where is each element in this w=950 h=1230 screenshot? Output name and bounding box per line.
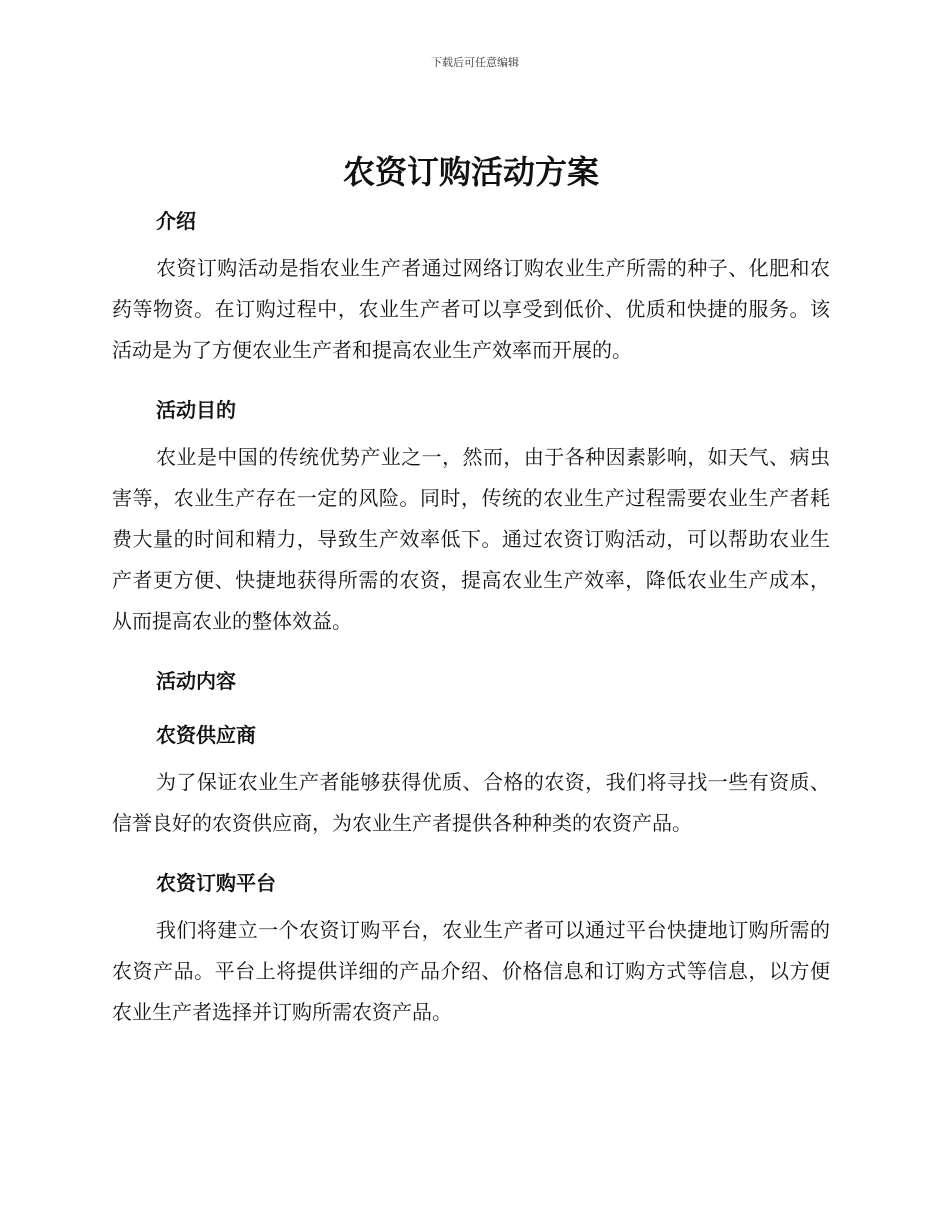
section-paragraph-goal: 农业是中国的传统优势产业之一，然而，由于各种因素影响，如天气、病虫害等，农业生产存在一定的风险。同时，传统的农业生产过程需要农业生产者耗费大量的时间和精力，导致生产效率低下。通过农资订购活动，可以帮助农业生产者更方便、快捷地获得所需的农资，提高农业生产效率，降低农业生产成本，从而提高农业的整体效益。	[112, 445, 830, 633]
section-heading-intro: 介绍	[156, 209, 196, 233]
document-title: 农资订购活动方案	[342, 153, 599, 191]
document-body	[112, 150, 830, 1033]
section-heading-supplier: 农资供应商	[156, 723, 256, 747]
section-paragraph-intro: 农资订购活动是指农业生产者通过网络订购农业生产所需的种子、化肥和农药等物资。在订购过程中，农业生产者可以享受到低价、优质和快捷的服务。该活动是为了方便农业生产者和提高农业生产效率而开展的。	[112, 256, 830, 362]
header-note: 下载后可任意编辑	[431, 56, 519, 69]
section-heading-goal: 活动目的	[156, 398, 236, 422]
section-paragraph-supplier: 为了保证农业生产者能够获得优质、合格的农资，我们将寻找一些有资质、信誉良好的农资供应商，为农业生产者提供各种种类的农资产品。	[112, 770, 830, 835]
section-heading-platform: 农资订购平台	[156, 871, 276, 895]
section-heading-content: 活动内容	[156, 669, 236, 693]
section-paragraph-platform: 我们将建立一个农资订购平台，农业生产者可以通过平台快捷地订购所需的农资产品。平台上将提供详细的产品介绍、价格信息和订购方式等信息，以方便农业生产者选择并订购所需农资产品。	[112, 918, 830, 1024]
